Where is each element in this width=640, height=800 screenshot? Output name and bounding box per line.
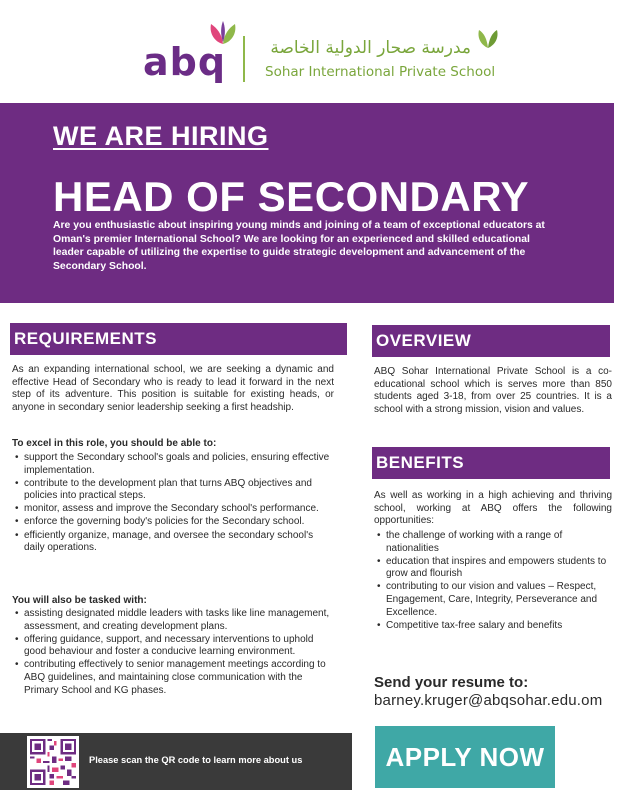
abq-logo: abq (143, 40, 227, 84)
overview-text: ABQ Sohar International Private School is a co-educational school which is serves more than 850 students aged 3-18, from over 25 countries. It is a school with a strong mission, vision and values. (374, 366, 612, 415)
requirements-list (12, 452, 334, 555)
list-item: • monitor, assess and improve the Secondary school's performance. (12, 503, 334, 516)
requirements-lead: To excel in this role, you should be able to: (12, 438, 217, 449)
list-item: • Competitive tax-free salary and benefits (374, 620, 612, 633)
requirements-heading: REQUIREMENTS (10, 323, 347, 355)
list-item: • contributing effectively to senior management meetings according to ABQ guidelines, and maintaining close communication with the Primary School and KG phases. (12, 659, 334, 697)
school-name-english: Sohar International Private School (265, 64, 496, 80)
hero-intro: Are you enthusiastic about inspiring young minds and joining of a team of exceptional educators at Oman's premier International School? We are looking for an experienced and skilled educational leader capable of utilizing the expertise to guide strategic development and advancement of the Secondary School. (53, 220, 545, 272)
benefits-list (374, 530, 612, 633)
list-item: • contribute to the development plan that turns ABQ objectives and policies into practical steps. (12, 478, 334, 503)
list-item: • enforce the governing body's policies for the Secondary school. (12, 516, 334, 529)
send-resume-label: Send your resume to: (374, 674, 529, 691)
apply-now-button[interactable]: APPLY NOW (375, 726, 555, 788)
tasks-list (12, 608, 334, 698)
list-item: • contributing to our vision and values – Respect, Engagement, Care, Integrity, Perseverance and Excellence. (374, 581, 612, 619)
hero-banner (0, 103, 614, 303)
position-title: HEAD OF SECONDARY (53, 173, 529, 220)
logo-bar (0, 0, 640, 100)
contact-email-link[interactable]: barney.kruger@abqsohar.edu.om (374, 692, 603, 709)
list-item: • assisting designated middle leaders with tasks like line management, assessment, and creating development plans. (12, 608, 334, 633)
overview-heading: OVERVIEW (372, 325, 610, 357)
list-item: • education that inspires and empowers students to grow and flourish (374, 556, 612, 581)
hiring-heading: WE ARE HIRING (53, 121, 269, 151)
school-leaf-icon (475, 26, 501, 50)
qr-code-icon (30, 739, 76, 785)
benefits-heading: BENEFITS (372, 447, 610, 479)
requirements-intro: As an expanding international school, we are seeking a dynamic and effective Head of Secondary who is ready to lead it forward in the next step of its adventure. This position is suitable for existing heads, or anyone in secondary senior leadership seeking a first headship. (12, 364, 334, 413)
list-item: • efficiently organize, manage, and oversee the secondary school's daily operations. (12, 530, 334, 555)
benefits-intro: As well as working in a high achieving and thriving school, working at ABQ offers the following opportunities: (374, 490, 612, 527)
list-item: • the challenge of working with a range of nationalities (374, 530, 612, 555)
list-item: • support the Secondary school's goals and policies, ensuring effective implementation. (12, 452, 334, 477)
qr-instruction: Please scan the QR code to learn more about us (89, 755, 303, 765)
logo-divider (243, 36, 245, 82)
tasks-lead: You will also be tasked with: (12, 595, 147, 606)
school-name-arabic: مدرسة صحار الدولية الخاصة (270, 38, 471, 58)
list-item: • offering guidance, support, and necessary interventions to uphold good behaviour and foster a conducive learning environment. (12, 634, 334, 659)
qr-code[interactable] (27, 736, 79, 788)
